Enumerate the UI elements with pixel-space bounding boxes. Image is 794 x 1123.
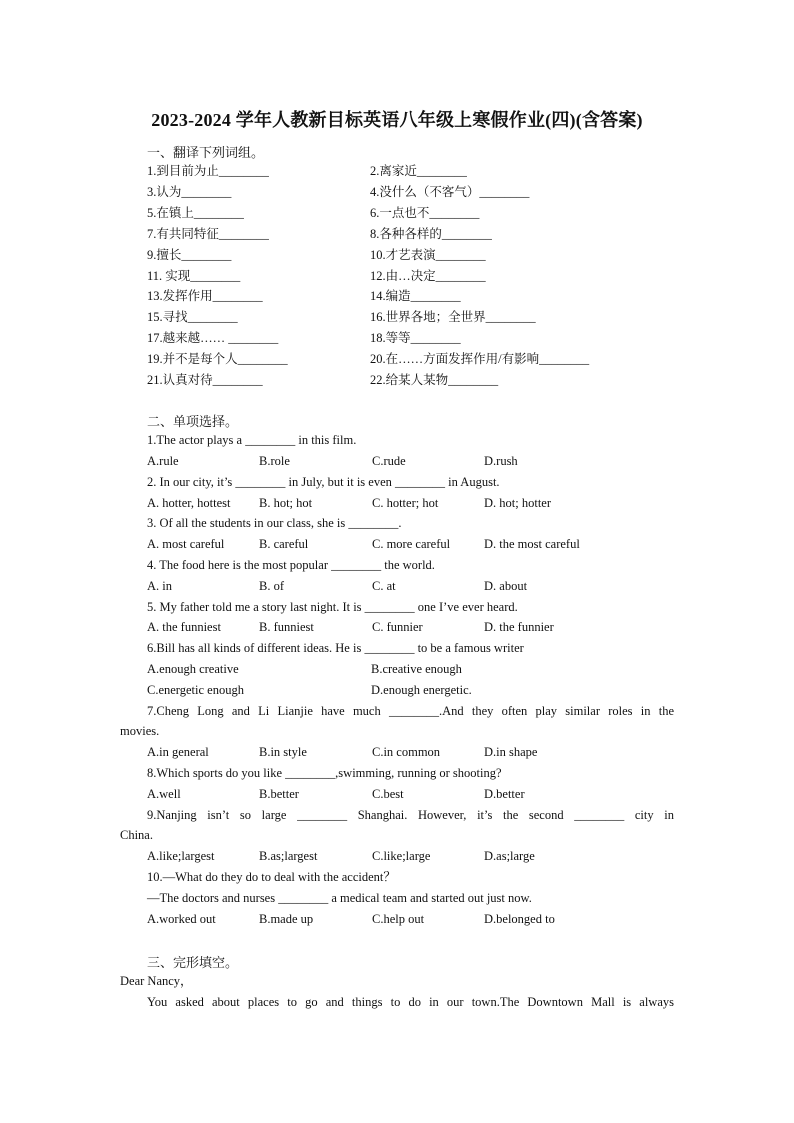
option: C.in common bbox=[372, 745, 441, 759]
option: D.rush bbox=[484, 454, 518, 468]
option: B.as;largest bbox=[259, 849, 318, 863]
letter-greeting: Dear Nancy， bbox=[120, 974, 193, 988]
option: B.in style bbox=[259, 745, 307, 759]
option: A.well bbox=[147, 787, 181, 801]
question-5: 5. My father told me a story last night. It is ________ one I’ve ever heard. bbox=[147, 600, 518, 614]
phrase-item: 20.在……方面发挥作用/有影响________ bbox=[370, 352, 590, 367]
option: C.energetic enough bbox=[147, 683, 244, 697]
question-1: 1.The actor plays a ________ in this film. bbox=[147, 433, 357, 447]
option: A.worked out bbox=[147, 912, 216, 926]
option: D. the funnier bbox=[484, 620, 554, 634]
option: A. in bbox=[147, 579, 172, 593]
phrase-item: 6.一点也不________ bbox=[370, 205, 480, 220]
section2-heading: 二、单项选择。 bbox=[147, 414, 239, 429]
question-7: 7.Cheng Long and Li Lianjie have much ________.And they often play similar roles in the bbox=[147, 704, 674, 718]
option: A. hotter, hottest bbox=[147, 496, 231, 510]
phrase-item: 15.寻找________ bbox=[147, 310, 238, 325]
phrase-item: 21.认真对待________ bbox=[147, 373, 263, 387]
phrase-item: 17.越来越…… ________ bbox=[147, 331, 279, 346]
option: A.like;largest bbox=[147, 849, 215, 863]
option: B.creative enough bbox=[371, 662, 462, 676]
phrase-item: 13.发挥作用________ bbox=[147, 289, 263, 304]
option: D. hot; hotter bbox=[484, 496, 552, 510]
option: A.in general bbox=[147, 745, 209, 759]
phrase-item: 22.给某人某物________ bbox=[370, 373, 499, 387]
option: B. hot; hot bbox=[259, 496, 313, 510]
option: D. about bbox=[484, 579, 528, 593]
phrase-item: 11. 实现________ bbox=[147, 268, 241, 283]
option: A. most careful bbox=[147, 537, 225, 551]
option: B.made up bbox=[259, 912, 314, 926]
option: A.rule bbox=[147, 454, 179, 468]
phrase-item: 10.才艺表演________ bbox=[370, 247, 486, 262]
option: C.help out bbox=[372, 912, 425, 926]
phrase-item: 9.擅长________ bbox=[147, 247, 232, 262]
option: B. of bbox=[259, 579, 284, 593]
option: B. careful bbox=[259, 537, 309, 551]
question-3: 3. Of all the students in our class, she is ________. bbox=[147, 516, 402, 530]
phrase-item: 19.并不是每个人________ bbox=[147, 352, 288, 367]
option: D.better bbox=[484, 787, 525, 801]
question-4: 4. The food here is the most popular ________ the world. bbox=[147, 558, 435, 572]
question-8: 8.Which sports do you like ________,swimming, running or shooting? bbox=[147, 766, 502, 780]
phrase-item: 5.在镇上________ bbox=[147, 205, 244, 220]
letter-paragraph: You asked about places to go and things to do in our town.The Downtown Mall is always bbox=[147, 995, 674, 1009]
question-7-continued: movies. bbox=[120, 724, 160, 738]
section3-heading: 三、完形填空。 bbox=[147, 955, 239, 970]
question-10-line2: —The doctors and nurses ________ a medical team and started out just now. bbox=[147, 891, 532, 905]
phrase-item: 7.有共同特征________ bbox=[147, 226, 269, 241]
option: B.better bbox=[259, 787, 299, 801]
page-title: 2023-2024 学年人教新目标英语八年级上寒假作业(四)(含答案) bbox=[151, 110, 643, 130]
option: D. the most careful bbox=[484, 537, 580, 551]
phrase-item: 2.离家近________ bbox=[370, 164, 467, 178]
question-9-continued: China. bbox=[120, 828, 153, 842]
question-9: 9.Nanjing isn’t so large ________ Shanghai. However, it’s the second ________ city in bbox=[147, 808, 674, 822]
phrase-item: 16.世界各地；全世界________ bbox=[370, 310, 536, 325]
option: D.in shape bbox=[484, 745, 538, 759]
phrase-item: 1.到目前为止________ bbox=[147, 164, 269, 178]
phrase-item: 12.由…决定________ bbox=[370, 268, 486, 283]
option: C.like;large bbox=[372, 849, 431, 863]
option: C. hotter; hot bbox=[372, 496, 439, 510]
option: D.enough energetic. bbox=[371, 683, 472, 697]
option: B. funniest bbox=[259, 620, 314, 634]
phrase-item: 4.没什么（不客气）________ bbox=[370, 184, 530, 199]
question-6: 6.Bill has all kinds of different ideas. He is ________ to be a famous writer bbox=[147, 641, 524, 655]
option: A.enough creative bbox=[147, 662, 239, 676]
option: B.role bbox=[259, 454, 290, 468]
phrase-item: 14.编造________ bbox=[370, 289, 461, 304]
option: C. funnier bbox=[372, 620, 423, 634]
question-10: 10.—What do they do to deal with the accident？ bbox=[147, 870, 396, 884]
option: A. the funniest bbox=[147, 620, 221, 634]
option: C.rude bbox=[372, 454, 406, 468]
section1-heading: 一、翻译下列词组。 bbox=[147, 145, 265, 160]
phrase-item: 18.等等________ bbox=[370, 331, 461, 346]
phrase-item: 3.认为________ bbox=[147, 184, 232, 199]
option: D.as;large bbox=[484, 849, 535, 863]
option: D.belonged to bbox=[484, 912, 555, 926]
question-2: 2. In our city, it’s ________ in July, but it is even ________ in August. bbox=[147, 475, 500, 489]
option: C. at bbox=[372, 579, 396, 593]
phrase-item: 8.各种各样的________ bbox=[370, 226, 492, 241]
option: C.best bbox=[372, 787, 404, 801]
option: C. more careful bbox=[372, 537, 451, 551]
